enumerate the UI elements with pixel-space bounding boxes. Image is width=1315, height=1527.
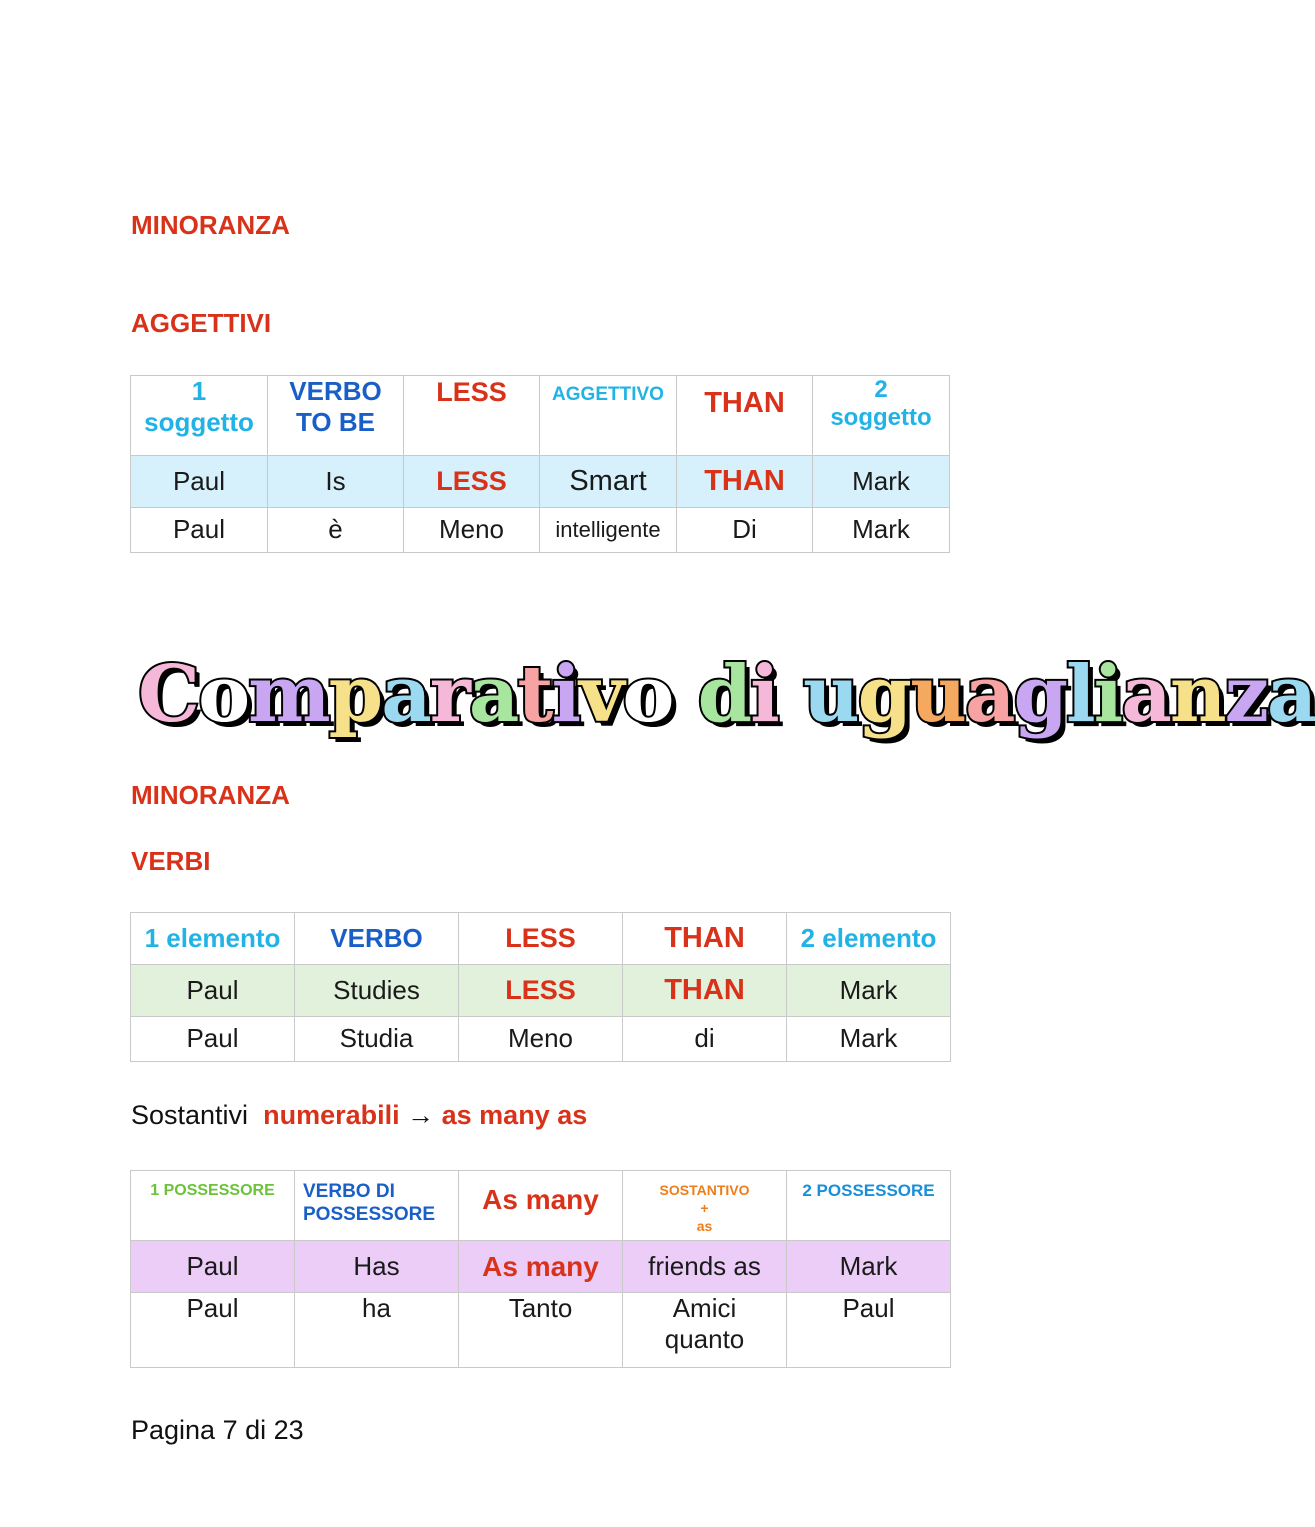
sostantivi-label: Sostantivi bbox=[131, 1100, 249, 1130]
header-cell-soggetto-1: 1 soggetto bbox=[131, 376, 268, 456]
header-cell-than: THAN bbox=[623, 913, 787, 965]
table-cell: As many bbox=[459, 1241, 623, 1293]
table-cell: intelligente bbox=[540, 508, 677, 553]
sostantivi-highlight: numerabili bbox=[263, 1100, 400, 1130]
table-header-row bbox=[131, 913, 951, 965]
table-cell: LESS bbox=[404, 456, 540, 508]
title-letter: t bbox=[517, 649, 552, 740]
header-cell-possessore-1: 1 POSSESSORE bbox=[131, 1171, 295, 1241]
header-cell-than: THAN bbox=[677, 376, 813, 456]
table-cell: Paul bbox=[131, 456, 268, 508]
table-cell: Paul bbox=[131, 1293, 295, 1368]
table-sostantivi bbox=[130, 1170, 951, 1368]
table-cell: Paul bbox=[131, 1241, 295, 1293]
table-row bbox=[131, 965, 951, 1017]
header-cell-less: LESS bbox=[459, 913, 623, 965]
title-letter: u bbox=[910, 649, 965, 740]
header-cell-as-many: As many bbox=[459, 1171, 623, 1241]
section-subheading-verbi: VERBI bbox=[131, 846, 211, 876]
table-cell: Di bbox=[677, 508, 813, 553]
header-cell-elemento-1: 1 elemento bbox=[131, 913, 295, 965]
title-letter: i bbox=[750, 649, 778, 740]
table-cell: Mark bbox=[787, 965, 951, 1017]
title-text bbox=[138, 649, 1315, 740]
header-cell-verbo-possessore: VERBO DI POSSESSORE bbox=[295, 1171, 459, 1241]
page-number: Pagina 7 di 23 bbox=[131, 1415, 304, 1445]
table-cell: di bbox=[623, 1017, 787, 1062]
title-letter: u bbox=[802, 649, 858, 740]
title-letter: a bbox=[1121, 649, 1170, 740]
table-cell: Studia bbox=[295, 1017, 459, 1062]
table-cell: è bbox=[268, 508, 404, 553]
table-cell: THAN bbox=[623, 965, 787, 1017]
arrow-icon: → bbox=[407, 1100, 435, 1130]
table-row bbox=[131, 508, 950, 553]
table-cell: Paul bbox=[131, 965, 295, 1017]
table-aggettivi bbox=[130, 375, 950, 553]
title-letter: z bbox=[1224, 649, 1267, 740]
title-letter: n bbox=[1169, 649, 1225, 740]
table-cell: ha bbox=[295, 1293, 459, 1368]
table-cell: Smart bbox=[540, 456, 677, 508]
table-row bbox=[131, 1241, 951, 1293]
title-letter: a bbox=[1266, 649, 1315, 740]
table-cell: Meno bbox=[459, 1017, 623, 1062]
table-cell: THAN bbox=[677, 456, 813, 508]
table-cell: friends as bbox=[623, 1241, 787, 1293]
header-cell-sostantivo: SOSTANTIVO + as bbox=[623, 1171, 787, 1241]
title-letter: o bbox=[198, 649, 249, 740]
table-cell: Mark bbox=[813, 456, 950, 508]
title-letter: v bbox=[579, 649, 623, 740]
title-letter: i bbox=[551, 649, 580, 740]
title-letter: a bbox=[964, 649, 1014, 740]
title-letter: a bbox=[468, 649, 518, 740]
title-letter: C bbox=[138, 649, 199, 740]
sostantivi-rule-text: as many as bbox=[441, 1100, 588, 1130]
table-cell: LESS bbox=[459, 965, 623, 1017]
table-cell: Has bbox=[295, 1241, 459, 1293]
title-letter: g bbox=[1013, 649, 1067, 740]
table-row bbox=[131, 456, 950, 508]
title-letter: r bbox=[429, 649, 469, 740]
table-cell: Paul bbox=[131, 1017, 295, 1062]
title-letter: p bbox=[328, 649, 382, 740]
header-cell-less: LESS bbox=[404, 376, 540, 456]
table-cell: Mark bbox=[787, 1241, 951, 1293]
header-cell-verbo: VERBO TO BE bbox=[268, 376, 404, 456]
title-letter bbox=[778, 649, 803, 740]
title-letter: l bbox=[1066, 649, 1094, 740]
section-heading-minoranza-1: MINORANZA bbox=[131, 210, 290, 240]
table-cell: Paul bbox=[131, 508, 268, 553]
title-letter: o bbox=[622, 649, 673, 740]
title-letter: a bbox=[381, 649, 430, 740]
table-header-row bbox=[131, 376, 950, 456]
table-cell: Meno bbox=[404, 508, 540, 553]
header-cell-aggettivo: AGGETTIVO bbox=[540, 376, 677, 456]
title-letter: d bbox=[697, 649, 751, 740]
title-letter: m bbox=[248, 649, 329, 740]
header-cell-verbo: VERBO bbox=[295, 913, 459, 965]
table-cell: Amici quanto bbox=[623, 1293, 787, 1368]
title-letter: i bbox=[1093, 649, 1122, 740]
section-subheading-aggettivi: AGGETTIVI bbox=[131, 308, 272, 338]
header-cell-possessore-2: 2 POSSESSORE bbox=[787, 1171, 951, 1241]
header-cell-elemento-2: 2 elemento bbox=[787, 913, 951, 965]
table-cell: Tanto bbox=[459, 1293, 623, 1368]
header-cell-soggetto-2: 2 soggetto bbox=[813, 376, 950, 456]
table-cell: Paul bbox=[787, 1293, 951, 1368]
table-cell: Studies bbox=[295, 965, 459, 1017]
table-cell: Mark bbox=[813, 508, 950, 553]
title-banner bbox=[138, 640, 1315, 750]
title-letter: g bbox=[857, 649, 911, 740]
table-cell: Mark bbox=[787, 1017, 951, 1062]
table-header-row bbox=[131, 1171, 951, 1241]
title-letter bbox=[672, 649, 697, 740]
table-cell: Is bbox=[268, 456, 404, 508]
section-heading-minoranza-2: MINORANZA bbox=[131, 780, 290, 810]
table-verbi bbox=[130, 912, 951, 1062]
sostantivi-rule bbox=[131, 1100, 587, 1131]
table-row bbox=[131, 1293, 951, 1368]
table-row bbox=[131, 1017, 951, 1062]
